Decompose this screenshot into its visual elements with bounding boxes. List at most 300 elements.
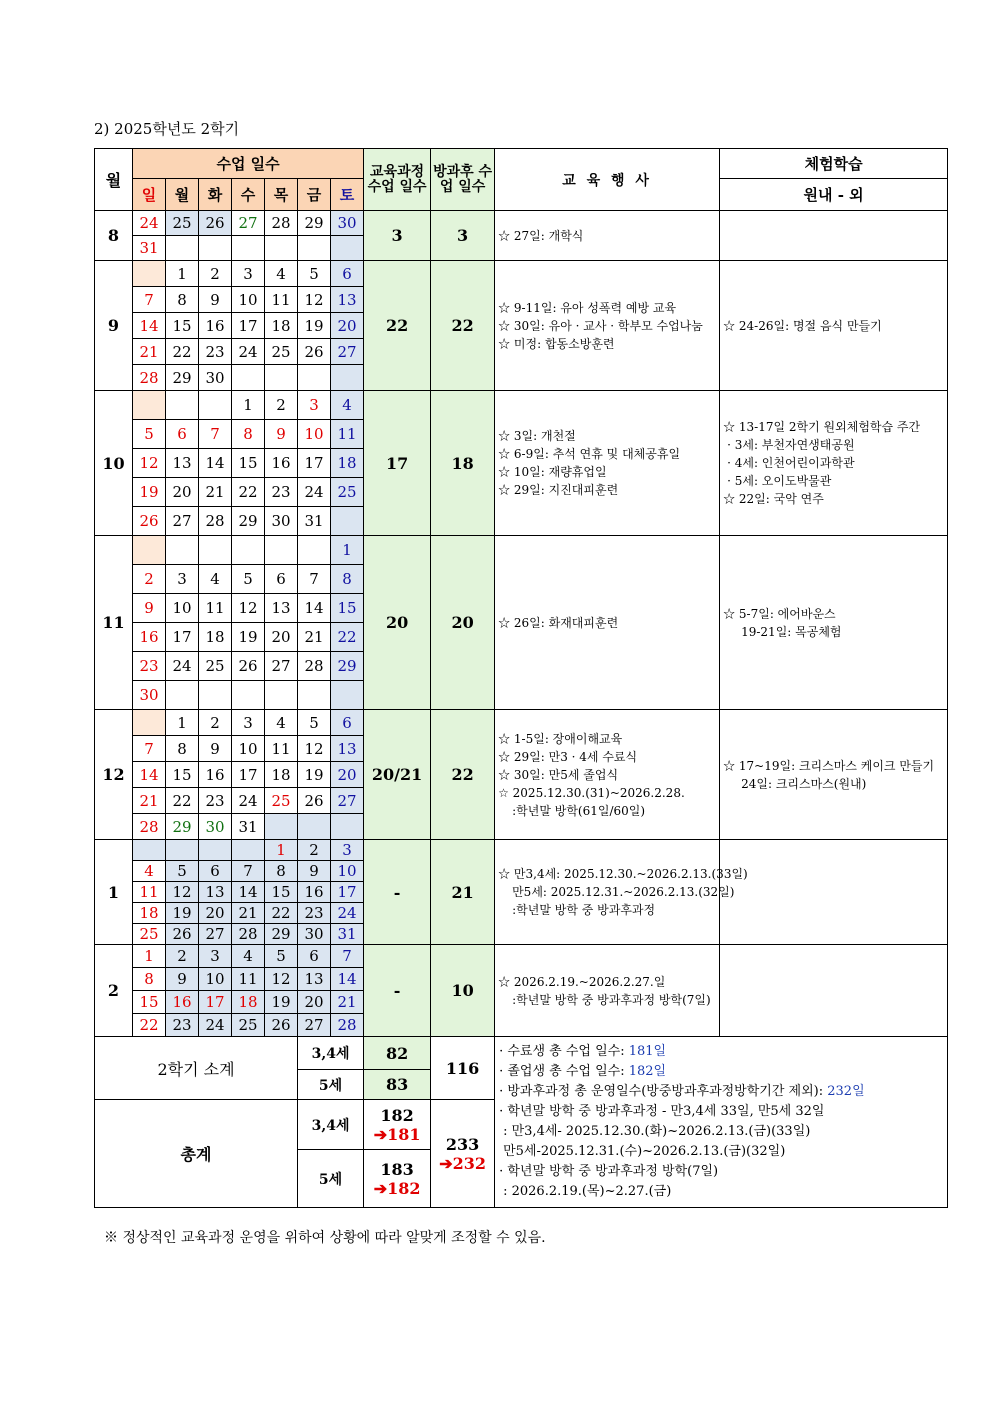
afterschool-days: 3	[431, 211, 495, 261]
calendar-day	[133, 391, 166, 420]
calendar-day: 5	[133, 420, 166, 449]
event-item: ☆ 27일: 개학식	[498, 228, 584, 243]
month-label: 1	[95, 840, 133, 945]
experience-item: · 5세: 오이도박물관	[727, 474, 832, 488]
calendar-day: 23	[265, 478, 298, 507]
calendar-day: 6	[298, 945, 331, 968]
calendar-day: 5	[298, 261, 331, 287]
calendar-day: 10	[298, 420, 331, 449]
summary-notes	[495, 1037, 948, 1208]
summary-highlight: 232일	[827, 1084, 865, 1099]
calendar-day	[331, 681, 364, 710]
age-label: 3,4세	[298, 1037, 364, 1070]
experience-item: ☆ 17~19일: 크리스마스 케이크 만들기	[723, 758, 935, 773]
calendar-day	[133, 261, 166, 287]
calendar-day: 31	[232, 814, 265, 840]
calendar-day: 4	[199, 565, 232, 594]
calendar-day: 3	[331, 840, 364, 861]
afterschool-days: 18	[431, 391, 495, 536]
calendar-day	[265, 236, 298, 261]
curriculum-header: 교육과정 수업 일수	[364, 149, 431, 211]
calendar-day	[133, 536, 166, 565]
calendar-day: 13	[166, 449, 199, 478]
calendar-day	[265, 681, 298, 710]
curriculum-days: 20	[364, 536, 431, 710]
events-cell	[495, 261, 720, 391]
calendar-day	[133, 710, 166, 736]
events-cell	[495, 391, 720, 536]
calendar-day: 13	[199, 882, 232, 903]
calendar-day: 27	[298, 1014, 331, 1037]
experience-cell	[720, 261, 948, 391]
calendar-day: 24	[199, 1014, 232, 1037]
event-item: ☆ 9-11일: 유아 성폭력 예방 교육	[498, 300, 677, 315]
calendar-day: 23	[199, 788, 232, 814]
calendar-day: 9	[298, 861, 331, 882]
weekday-header: 일	[133, 179, 166, 211]
calendar-day: 4	[265, 261, 298, 287]
calendar-day: 28	[265, 211, 298, 236]
calendar-day: 17	[298, 449, 331, 478]
calendar-day: 22	[232, 478, 265, 507]
calendar-day: 1	[265, 840, 298, 861]
calendar-day	[232, 236, 265, 261]
calendar-day: 16	[199, 762, 232, 788]
calendar-day: 8	[331, 565, 364, 594]
calendar-day: 25	[232, 1014, 265, 1037]
calendar-day: 29	[232, 507, 265, 536]
calendar-day: 18	[331, 449, 364, 478]
events-cell	[495, 840, 748, 945]
calendar-day: 2	[199, 710, 232, 736]
calendar-day	[265, 365, 298, 391]
calendar-day: 29	[265, 924, 298, 945]
calendar-day: 25	[331, 478, 364, 507]
calendar-day: 1	[232, 391, 265, 420]
afterschool-days: 22	[431, 710, 495, 840]
subtotal-curriculum-5: 83	[364, 1070, 431, 1100]
afterschool-days: 21	[431, 840, 495, 945]
event-item: ☆ 3일: 개천절	[498, 429, 576, 443]
calendar-day: 21	[133, 788, 166, 814]
calendar-day: 26	[199, 211, 232, 236]
experience-cell	[720, 211, 948, 261]
calendar-day: 24	[166, 652, 199, 681]
events-cell	[495, 536, 720, 710]
calendar-day: 17	[232, 313, 265, 339]
events-header: 교 육 행 사	[495, 149, 720, 211]
curriculum-days: -	[364, 945, 431, 1037]
calendar-day: 28	[199, 507, 232, 536]
calendar-day: 5	[232, 565, 265, 594]
calendar-day: 20	[331, 762, 364, 788]
calendar-day: 11	[265, 736, 298, 762]
month-label: 11	[95, 536, 133, 710]
calendar-day	[232, 840, 265, 861]
calendar-day: 20	[331, 313, 364, 339]
calendar-day: 16	[298, 882, 331, 903]
age-label: 5세	[298, 1070, 364, 1100]
section-title: 2) 2025학년도 2학기	[94, 120, 240, 138]
calendar-day	[232, 536, 265, 565]
calendar-day: 4	[133, 861, 166, 882]
total-curriculum-34: 182 ➔181	[364, 1100, 431, 1150]
calendar-day: 12	[298, 287, 331, 313]
calendar-day: 31	[298, 507, 331, 536]
calendar-day: 22	[166, 339, 199, 365]
semester-calendar-table	[94, 148, 948, 1208]
calendar-day: 19	[166, 903, 199, 924]
afterschool-days: 10	[431, 945, 495, 1037]
summary-line: : 만3,4세- 2025.12.30.(화)~2026.2.13.(금)(33일)	[503, 1124, 811, 1139]
subtotal-afterschool: 116	[431, 1037, 495, 1100]
experience-item: 24일: 크리스마스(원내)	[741, 776, 867, 791]
calendar-day: 13	[331, 736, 364, 762]
event-item: ☆ 6-9일: 추석 연휴 및 대체공휴일	[498, 447, 681, 461]
event-item: ☆ 2025.12.30.(31)~2026.2.28.	[498, 785, 685, 800]
weekday-header: 수	[232, 179, 265, 211]
calendar-day: 23	[298, 903, 331, 924]
calendar-day	[166, 840, 199, 861]
calendar-day	[331, 507, 364, 536]
calendar-day: 28	[331, 1014, 364, 1037]
event-item: ☆ 1-5일: 장애이해교육	[498, 731, 623, 746]
calendar-day: 23	[199, 339, 232, 365]
calendar-day: 10	[199, 968, 232, 991]
events-cell	[495, 211, 720, 261]
calendar-day: 9	[199, 287, 232, 313]
calendar-day: 8	[133, 968, 166, 991]
month-label: 8	[95, 211, 133, 261]
calendar-day: 17	[331, 882, 364, 903]
event-item: ☆ 30일: 만5세 졸업식	[498, 767, 619, 782]
calendar-day: 30	[331, 211, 364, 236]
calendar-day: 1	[331, 536, 364, 565]
calendar-day: 30	[298, 924, 331, 945]
calendar-day: 7	[199, 420, 232, 449]
calendar-day: 22	[331, 623, 364, 652]
calendar-day: 18	[133, 903, 166, 924]
calendar-day: 24	[133, 211, 166, 236]
calendar-day: 5	[298, 710, 331, 736]
calendar-day: 3	[232, 261, 265, 287]
calendar-day: 27	[265, 652, 298, 681]
month-label: 2	[95, 945, 133, 1037]
experience-cell	[720, 391, 948, 536]
calendar-day: 11	[265, 287, 298, 313]
calendar-day: 8	[265, 861, 298, 882]
calendar-day: 15	[133, 991, 166, 1014]
calendar-day: 3	[166, 565, 199, 594]
calendar-day: 26	[265, 1014, 298, 1037]
calendar-day: 14	[133, 313, 166, 339]
calendar-day: 16	[133, 623, 166, 652]
calendar-day: 19	[232, 623, 265, 652]
experience-item: ☆ 22일: 국악 연주	[723, 492, 824, 506]
afterschool-header: 방과후 수업 일수	[431, 149, 495, 211]
calendar-day	[166, 681, 199, 710]
summary-line: · 방과후과정 총 운영일수(방중방과후과정방학기간 제외): 232일	[499, 1084, 865, 1099]
calendar-day: 5	[265, 945, 298, 968]
weekday-header: 금	[298, 179, 331, 211]
calendar-day: 16	[166, 991, 199, 1014]
calendar-day: 15	[265, 882, 298, 903]
calendar-day: 24	[232, 339, 265, 365]
curriculum-days: 22	[364, 261, 431, 391]
calendar-day: 24	[232, 788, 265, 814]
calendar-day: 9	[133, 594, 166, 623]
curriculum-days: 20/21	[364, 710, 431, 840]
weekday-header: 월	[166, 179, 199, 211]
event-item: ☆ 26일: 화재대피훈련	[498, 615, 619, 630]
calendar-day: 15	[166, 313, 199, 339]
calendar-day: 19	[265, 991, 298, 1014]
calendar-day: 21	[331, 991, 364, 1014]
calendar-day: 26	[232, 652, 265, 681]
calendar-day: 13	[298, 968, 331, 991]
calendar-day: 28	[298, 652, 331, 681]
calendar-day: 20	[199, 903, 232, 924]
summary-line: · 수료생 총 수업 일수: 181일	[499, 1044, 667, 1059]
calendar-day: 4	[265, 710, 298, 736]
calendar-day: 2	[298, 840, 331, 861]
calendar-day: 11	[232, 968, 265, 991]
calendar-day: 12	[133, 449, 166, 478]
calendar-day: 15	[331, 594, 364, 623]
calendar-day: 15	[166, 762, 199, 788]
calendar-day: 28	[133, 365, 166, 391]
calendar-day: 27	[166, 507, 199, 536]
calendar-day: 15	[232, 449, 265, 478]
calendar-day: 21	[298, 623, 331, 652]
calendar-day	[199, 681, 232, 710]
calendar-day	[166, 236, 199, 261]
month-header: 월	[95, 149, 133, 211]
calendar-day	[133, 840, 166, 861]
calendar-day: 13	[331, 287, 364, 313]
calendar-day	[298, 536, 331, 565]
events-cell	[495, 945, 720, 1037]
calendar-day: 14	[133, 762, 166, 788]
calendar-day	[199, 236, 232, 261]
age-label: 3,4세	[298, 1100, 364, 1150]
calendar-day: 7	[298, 565, 331, 594]
event-item: ☆ 미정: 합동소방훈련	[498, 336, 615, 351]
calendar-day: 25	[265, 788, 298, 814]
calendar-day: 22	[133, 1014, 166, 1037]
experience-cell	[720, 945, 948, 1037]
calendar-day: 25	[199, 652, 232, 681]
calendar-day: 25	[133, 924, 166, 945]
calendar-day: 11	[133, 882, 166, 903]
calendar-day: 6	[199, 861, 232, 882]
calendar-day: 19	[133, 478, 166, 507]
calendar-day	[265, 536, 298, 565]
calendar-day: 2	[265, 391, 298, 420]
calendar-day: 6	[265, 565, 298, 594]
age-label: 5세	[298, 1150, 364, 1208]
calendar-day: 20	[298, 991, 331, 1014]
calendar-day: 12	[232, 594, 265, 623]
calendar-day: 25	[166, 211, 199, 236]
calendar-day: 19	[298, 762, 331, 788]
calendar-day: 18	[199, 623, 232, 652]
experience-item: · 4세: 인천어린이과학관	[727, 456, 855, 470]
experience-header: 체험학습	[720, 149, 948, 179]
total-afterschool: 233 ➔232	[431, 1100, 495, 1208]
calendar-day: 12	[265, 968, 298, 991]
calendar-day: 29	[166, 814, 199, 840]
calendar-day	[199, 840, 232, 861]
calendar-day: 12	[166, 882, 199, 903]
event-item: :학년말 방학(61일/60일)	[512, 803, 646, 818]
calendar-day: 30	[199, 365, 232, 391]
month-label: 9	[95, 261, 133, 391]
footnote: ※ 정상적인 교육과정 운영을 위하여 상황에 따라 알맞게 조정할 수 있음.	[104, 1230, 546, 1246]
summary-line: · 학년말 방학 중 방과후과정 - 만3,4세 33일, 만5세 32일	[499, 1104, 825, 1119]
calendar-day: 8	[166, 736, 199, 762]
calendar-day	[298, 681, 331, 710]
event-item: ☆ 만3,4세: 2025.12.30.~2026.2.13.(33일)	[498, 867, 748, 881]
calendar-day: 30	[265, 507, 298, 536]
calendar-day	[232, 681, 265, 710]
curriculum-days: -	[364, 840, 431, 945]
calendar-day: 7	[133, 287, 166, 313]
experience-cell	[720, 536, 948, 710]
calendar-day: 9	[199, 736, 232, 762]
calendar-day: 10	[232, 736, 265, 762]
calendar-day: 29	[298, 211, 331, 236]
calendar-day: 18	[232, 991, 265, 1014]
calendar-day: 28	[133, 814, 166, 840]
calendar-day: 18	[265, 313, 298, 339]
summary-line: 만5세-2025.12.31.(수)~2026.2.13.(금)(32일)	[503, 1144, 786, 1159]
calendar-day: 20	[265, 623, 298, 652]
calendar-day: 9	[265, 420, 298, 449]
experience-item: 19-21일: 목공체험	[741, 624, 842, 639]
calendar-day: 27	[232, 211, 265, 236]
experience-item: ☆ 5-7일: 에어바운스	[723, 606, 836, 621]
experience-item: ☆ 13-17일 2학기 원외체험학습 주간	[723, 420, 921, 434]
summary-highlight: 181일	[628, 1044, 667, 1059]
calendar-day: 16	[199, 313, 232, 339]
event-item: :학년말 방학 중 방과후과정	[512, 903, 656, 917]
calendar-day: 21	[133, 339, 166, 365]
calendar-day: 8	[166, 287, 199, 313]
calendar-day: 3	[232, 710, 265, 736]
subtotal-curriculum-34: 82	[364, 1037, 431, 1070]
event-item: ☆ 2026.2.19.~2026.2.27.일	[498, 974, 666, 989]
summary-highlight: 182일	[628, 1064, 667, 1079]
calendar-day: 17	[166, 623, 199, 652]
calendar-day: 3	[199, 945, 232, 968]
calendar-day: 14	[199, 449, 232, 478]
calendar-day: 31	[133, 236, 166, 261]
calendar-day: 24	[298, 478, 331, 507]
calendar-day: 2	[199, 261, 232, 287]
calendar-day: 27	[331, 788, 364, 814]
calendar-day: 8	[232, 420, 265, 449]
calendar-day: 30	[199, 814, 232, 840]
total-label: 총계	[95, 1100, 298, 1208]
calendar-day: 2	[166, 945, 199, 968]
calendar-day: 10	[331, 861, 364, 882]
calendar-day: 1	[166, 710, 199, 736]
calendar-day: 30	[133, 681, 166, 710]
event-item: ☆ 29일: 만3 · 4세 수료식	[498, 749, 638, 764]
calendar-day: 6	[166, 420, 199, 449]
experience-item: ☆ 24-26일: 명절 음식 만들기	[723, 318, 882, 333]
calendar-day	[232, 365, 265, 391]
calendar-day: 13	[265, 594, 298, 623]
curriculum-days: 17	[364, 391, 431, 536]
class-days-header: 수업 일수	[133, 149, 364, 179]
calendar-day: 12	[298, 736, 331, 762]
calendar-day	[331, 814, 364, 840]
event-item: ☆ 10일: 재량휴업일	[498, 465, 607, 479]
calendar-day: 3	[298, 391, 331, 420]
weekday-header: 목	[265, 179, 298, 211]
calendar-day: 1	[166, 261, 199, 287]
calendar-day: 4	[331, 391, 364, 420]
calendar-day: 31	[331, 924, 364, 945]
calendar-day: 26	[133, 507, 166, 536]
calendar-day	[199, 536, 232, 565]
calendar-day: 29	[331, 652, 364, 681]
calendar-day: 27	[331, 339, 364, 365]
month-label: 10	[95, 391, 133, 536]
event-item: 만5세: 2025.12.31.~2026.2.13.(32일)	[512, 885, 735, 899]
calendar-day	[166, 391, 199, 420]
calendar-day: 1	[133, 945, 166, 968]
calendar-day: 26	[298, 788, 331, 814]
calendar-day: 21	[232, 903, 265, 924]
total-curriculum-5: 183 ➔182	[364, 1150, 431, 1208]
calendar-day	[331, 236, 364, 261]
calendar-day: 16	[265, 449, 298, 478]
calendar-day: 5	[166, 861, 199, 882]
calendar-day: 11	[331, 420, 364, 449]
calendar-day	[298, 814, 331, 840]
experience-cell	[720, 840, 948, 945]
curriculum-days: 3	[364, 211, 431, 261]
calendar-day: 26	[166, 924, 199, 945]
calendar-day: 19	[298, 313, 331, 339]
calendar-day: 2	[133, 565, 166, 594]
events-cell	[495, 710, 720, 840]
afterschool-days: 20	[431, 536, 495, 710]
calendar-day: 4	[232, 945, 265, 968]
calendar-day	[265, 814, 298, 840]
summary-line: · 졸업생 총 수업 일수: 182일	[499, 1064, 667, 1079]
calendar-day: 22	[166, 788, 199, 814]
calendar-day: 6	[331, 261, 364, 287]
calendar-day: 23	[166, 1014, 199, 1037]
event-item: :학년말 방학 중 방과후과정 방학(7일)	[512, 992, 711, 1007]
calendar-day: 27	[199, 924, 232, 945]
calendar-day: 17	[199, 991, 232, 1014]
summary-line: : 2026.2.19.(목)~2.27.(금)	[503, 1184, 672, 1199]
month-label: 12	[95, 710, 133, 840]
calendar-day: 11	[199, 594, 232, 623]
calendar-day	[199, 391, 232, 420]
calendar-day: 7	[331, 945, 364, 968]
calendar-day: 9	[166, 968, 199, 991]
calendar-day: 25	[265, 339, 298, 365]
calendar-day: 7	[232, 861, 265, 882]
calendar-day	[298, 236, 331, 261]
weekday-header: 토	[331, 179, 364, 211]
